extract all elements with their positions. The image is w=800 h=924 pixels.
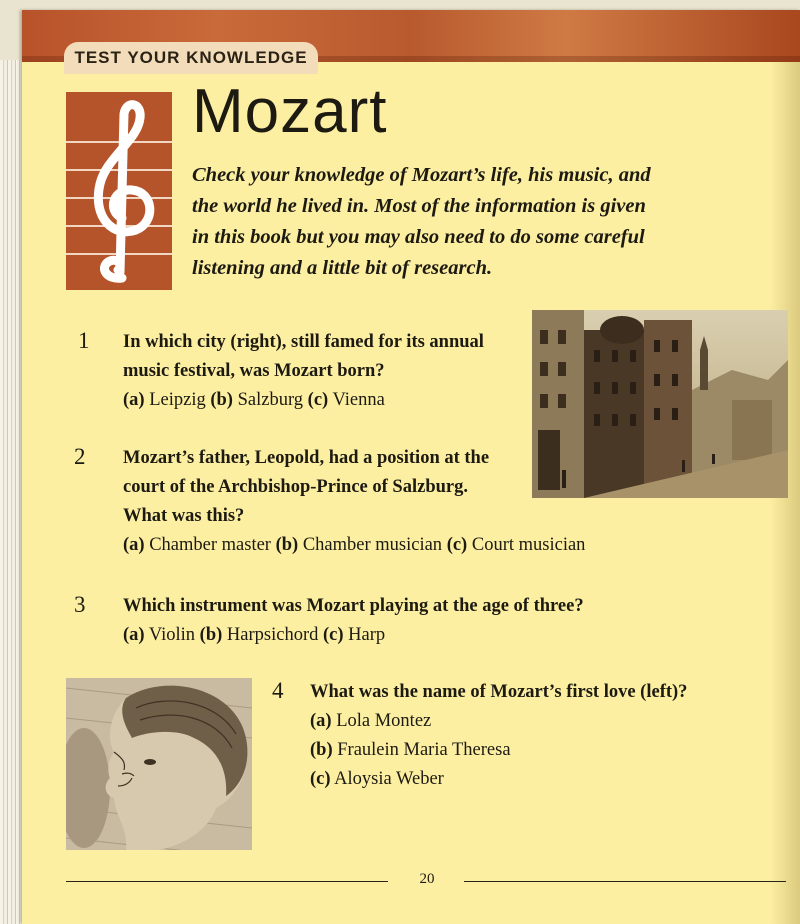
answer-option (310, 765, 770, 794)
answer-options (123, 386, 543, 415)
clef-panel (66, 92, 172, 290)
answer-text: Aloysia Weber (334, 769, 444, 789)
intro-paragraph (192, 160, 752, 284)
footer-rule-left (66, 881, 388, 882)
question-number: 4 (272, 678, 284, 703)
answer-option (310, 707, 770, 736)
answer-text: Violin (148, 625, 196, 645)
treble-clef-icon (66, 92, 172, 290)
intro-line: listening and a little bit of research. (192, 257, 493, 279)
answer-option (310, 736, 770, 765)
answer-letter: (b) (275, 535, 299, 555)
answer-letter: (b) (199, 625, 223, 645)
question-line: What was the name of Mozart’s first love (left)? (310, 682, 688, 702)
answer-letter: (b) (310, 740, 333, 760)
answer-letter: (a) (310, 711, 332, 731)
aloysia-portrait-engraving (66, 678, 252, 850)
question-line: court of the Archbishop-Prince of Salzburg. (123, 477, 468, 497)
answer-text: Chamber musician (302, 535, 443, 555)
intro-line: Check your knowledge of Mozart’s life, his music, and (192, 164, 651, 186)
answer-text: Chamber master (149, 535, 271, 555)
answer-letter: (c) (307, 390, 329, 410)
page-title: Mozart (192, 77, 388, 146)
answer-text: Salzburg (237, 390, 304, 410)
question-number: 3 (74, 592, 86, 617)
question-line: Mozart’s father, Leopold, had a position at the (123, 448, 490, 468)
question-line: In which city (right), still famed for its annual (123, 332, 484, 352)
question-line: Which instrument was Mozart playing at the age of three? (123, 596, 584, 616)
section-tab: TEST YOUR KNOWLEDGE (64, 42, 318, 74)
answer-text: Vienna (332, 390, 385, 410)
answer-text: Lola Montez (336, 711, 432, 731)
answer-text: Leipzig (149, 390, 206, 410)
intro-line: in this book but you may also need to do some careful (192, 226, 645, 248)
question-number: 1 (78, 328, 90, 353)
footer-rule-right (464, 881, 786, 882)
page (22, 10, 800, 924)
answer-letter: (b) (210, 390, 233, 410)
answer-text: Court musician (471, 535, 586, 555)
answer-letter: (c) (323, 625, 344, 645)
answer-letter: (a) (123, 535, 145, 555)
intro-line: the world he lived in. Most of the information is given (192, 195, 646, 217)
answer-letter: (a) (123, 390, 145, 410)
answer-letter: (a) (123, 625, 145, 645)
question-number: 2 (74, 444, 86, 469)
answer-options (123, 531, 713, 560)
answer-text: Harpsichord (226, 625, 319, 645)
answer-options (123, 621, 713, 650)
question-line: What was this? (123, 506, 245, 526)
answer-letter: (c) (446, 535, 468, 555)
answer-letter: (c) (310, 769, 331, 789)
question-line: music festival, was Mozart born? (123, 361, 385, 381)
answer-text: Harp (348, 625, 386, 645)
answer-text: Fraulein Maria Theresa (337, 740, 511, 760)
page-number: 20 (419, 871, 435, 887)
